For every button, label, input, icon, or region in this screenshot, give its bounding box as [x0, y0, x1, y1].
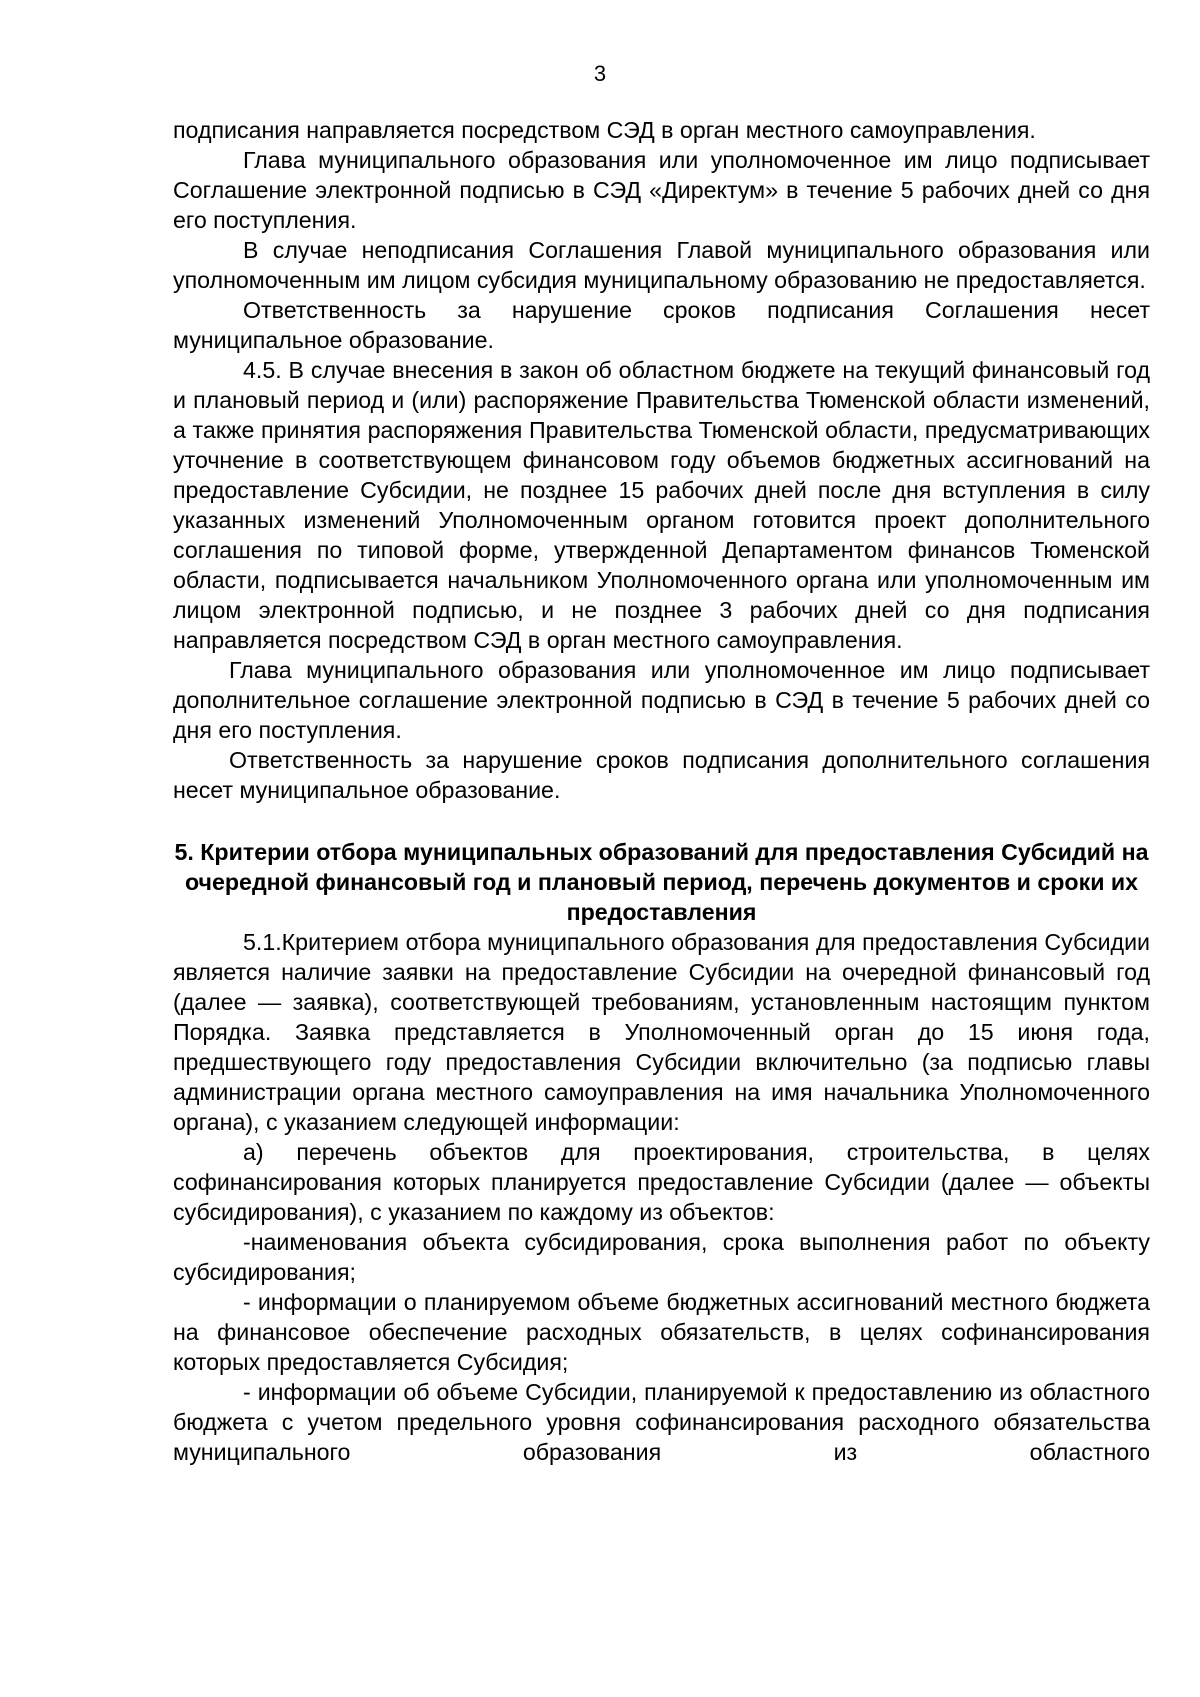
paragraph: В случае неподписания Соглашения Главой муниципального образования или уполномоченным им лицом субсидия муниципальному образованию не предоставляется.: [173, 237, 1150, 293]
paragraph: -наименования объекта субсидирования, срока выполнения работ по объекту субсидирования;: [173, 1229, 1150, 1285]
page-number: 3: [593, 61, 607, 86]
paragraph: - информации об объеме Субсидии, планируемой к предоставлению из областного бюджета с учетом предельного уровня софинансирования расходного обязательства муниципального образования из областного: [173, 1379, 1150, 1465]
paragraph: Ответственность за нарушение сроков подписания Соглашения несет муниципальное образование.: [173, 297, 1150, 353]
paragraph: Глава муниципального образования или уполномоченное им лицо подписывает Соглашение электронной подписью в СЭД «Директум» в течение 5 рабочих дней со дня его поступления.: [173, 147, 1150, 233]
paragraph: 5.1.Критерием отбора муниципального образования для предоставления Субсидии является наличие заявки на предоставление Субсидии на очередной финансовый год (далее — заявка), соответствующей требованиям, установленным настоящим пунктом Порядка. Заявка представляется в Уполномоченный орган до 15 июня года, предшествующего году предоставления Субсидии включительно (за подписью главы администрации органа местного самоуправления на имя начальника Уполномоченного органа), с указанием следующей информации:: [173, 929, 1150, 1135]
paragraph: 4.5. В случае внесения в закон об областном бюджете на текущий финансовый год и плановый период и (или) распоряжение Правительства Тюменской области изменений, а также принятия распоряжения Правительства Тюменской области, предусматривающих уточнение в соответствующем финансовом году объемов бюджетных ассигнований на предоставление Субсидии, не позднее 15 рабочих дней после дня вступления в силу указанных изменений Уполномоченным органом готовится проект дополнительного соглашения по типовой форме, утвержденной Департаментом финансов Тюменской области, подписывается начальником Уполномоченного органа или уполномоченным им лицом электронной подписью, и не позднее 3 рабочих дней со дня подписания направляется посредством СЭД в орган местного самоуправления.: [173, 357, 1150, 653]
paragraph: подписания направляется посредством СЭД в орган местного самоуправления.: [173, 117, 1036, 143]
document-body: [173, 115, 1150, 1467]
paragraph: а) перечень объектов для проектирования, строительства, в целях софинансирования которых планируется предоставление Субсидии (далее — объекты субсидирования), с указанием по каждому из объектов:: [173, 1139, 1150, 1225]
paragraph: Глава муниципального образования или уполномоченное им лицо подписывает дополнительное соглашение электронной подписью в СЭД в течение 5 рабочих дней со дня его поступления.: [173, 657, 1150, 743]
paragraph: - информации о планируемом объеме бюджетных ассигнований местного бюджета на финансовое обеспечение расходных обязательств, в целях софинансирования которых предоставляется Субсидия;: [173, 1289, 1150, 1375]
section-heading: 5. Критерии отбора муниципальных образований для предоставления Субсидий на очередной финансовый год и плановый период, перечень документов и сроки их предоставления: [174, 839, 1149, 925]
paragraph: Ответственность за нарушение сроков подписания дополнительного соглашения несет муниципальное образование.: [173, 747, 1150, 803]
